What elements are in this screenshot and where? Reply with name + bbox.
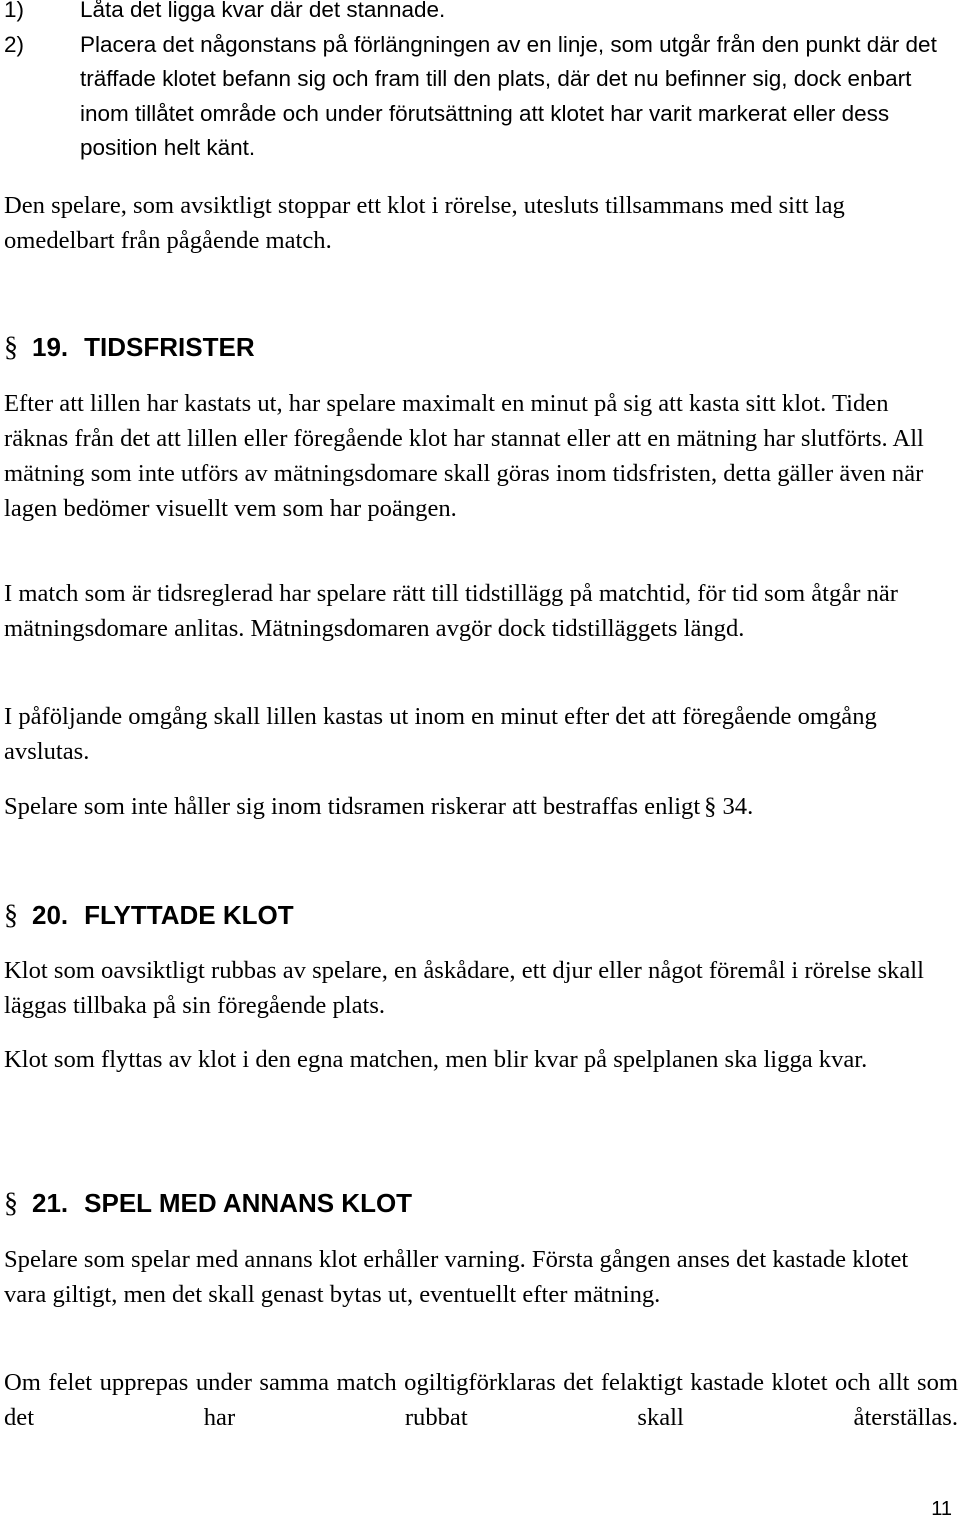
section-reference: 34. bbox=[722, 793, 754, 820]
section-heading-20 bbox=[4, 899, 294, 932]
section-symbol: § bbox=[704, 793, 717, 820]
section-19-paragraph-3: I påföljande omgång skall lillen kastas ut inom en minut efter det att föregående omgång avslutas. bbox=[4, 703, 877, 765]
section-heading-19 bbox=[4, 331, 255, 364]
section-heading-21 bbox=[4, 1187, 412, 1220]
section-number: 20. bbox=[32, 900, 69, 930]
page-number: 11 bbox=[931, 1498, 952, 1520]
section-20-paragraph-2: Klot som flyttas av klot i den egna matchen, men blir kvar på spelplanen ska ligga kvar. bbox=[4, 1046, 868, 1073]
list-item-text: Placera det någonstans på förlängningen av en linje, som utgår från den punkt där det träffade klotet befann sig och fram till den plats, där det nu befinner sig, dock enbart inom tillåtet område och under förutsättning att klotet har varit markerat eller dess position helt känt. bbox=[80, 31, 937, 160]
section-19-paragraph-1: Efter att lillen har kastats ut, har spelare maximalt en minut på sig att kasta sitt klot. Tiden räknas från det att lillen eller föregående klot har stannat eller att en mätning har slutförts. All mätning som inte utförs av mätningsdomare skall göras inom tidsfristen, detta gäller även när lagen bedömer visuellt vem som har poängen. bbox=[4, 390, 924, 522]
section-number: 19. bbox=[32, 332, 69, 362]
section-symbol: § bbox=[4, 1188, 18, 1219]
list-item-number: 2) bbox=[4, 31, 25, 57]
list-item-text: Låta det ligga kvar där det stannade. bbox=[80, 0, 446, 22]
section-number: 21. bbox=[32, 1188, 69, 1218]
section-19-paragraph-2: I match som är tidsreglerad har spelare rätt till tidstillägg på matchtid, för tid som åtgår när mätningsdomare anlitas. Mätningsdomaren avgör dock tidstilläggets längd. bbox=[4, 580, 898, 642]
section-21-paragraph-2: Om felet upprepas under samma match ogiltigförklaras det felaktigt kastade klotet och allt som det har rubbat skall återställas. bbox=[4, 1369, 958, 1431]
section-symbol: § bbox=[4, 900, 18, 931]
section-19-paragraph-4 bbox=[4, 789, 960, 824]
paragraph-stop-ball: Den spelare, som avsiktligt stoppar ett klot i rörelse, utesluts tillsammans med sitt lag omedelbart från pågående match. bbox=[4, 192, 845, 254]
section-symbol: § bbox=[4, 332, 18, 363]
section-title: SPEL MED ANNANS KLOT bbox=[84, 1188, 413, 1218]
list-item-number: 1) bbox=[4, 0, 25, 22]
list-item bbox=[4, 0, 954, 28]
numbered-list bbox=[4, 0, 954, 166]
paragraph-text: Spelare som inte håller sig inom tidsramen riskerar att bestraffas enligt bbox=[4, 793, 701, 820]
section-20-paragraph-1: Klot som oavsiktligt rubbas av spelare, en åskådare, ett djur eller något föremål i rörelse skall läggas tillbaka på sin föregående plats. bbox=[4, 957, 924, 1019]
section-title: FLYTTADE KLOT bbox=[84, 900, 294, 930]
section-21-paragraph-1: Spelare som spelar med annans klot erhåller varning. Första gången anses det kastade klotet vara giltigt, men det skall genast bytas ut, eventuellt efter mätning. bbox=[4, 1246, 909, 1308]
section-title: TIDSFRISTER bbox=[84, 332, 255, 362]
list-item bbox=[4, 28, 954, 166]
